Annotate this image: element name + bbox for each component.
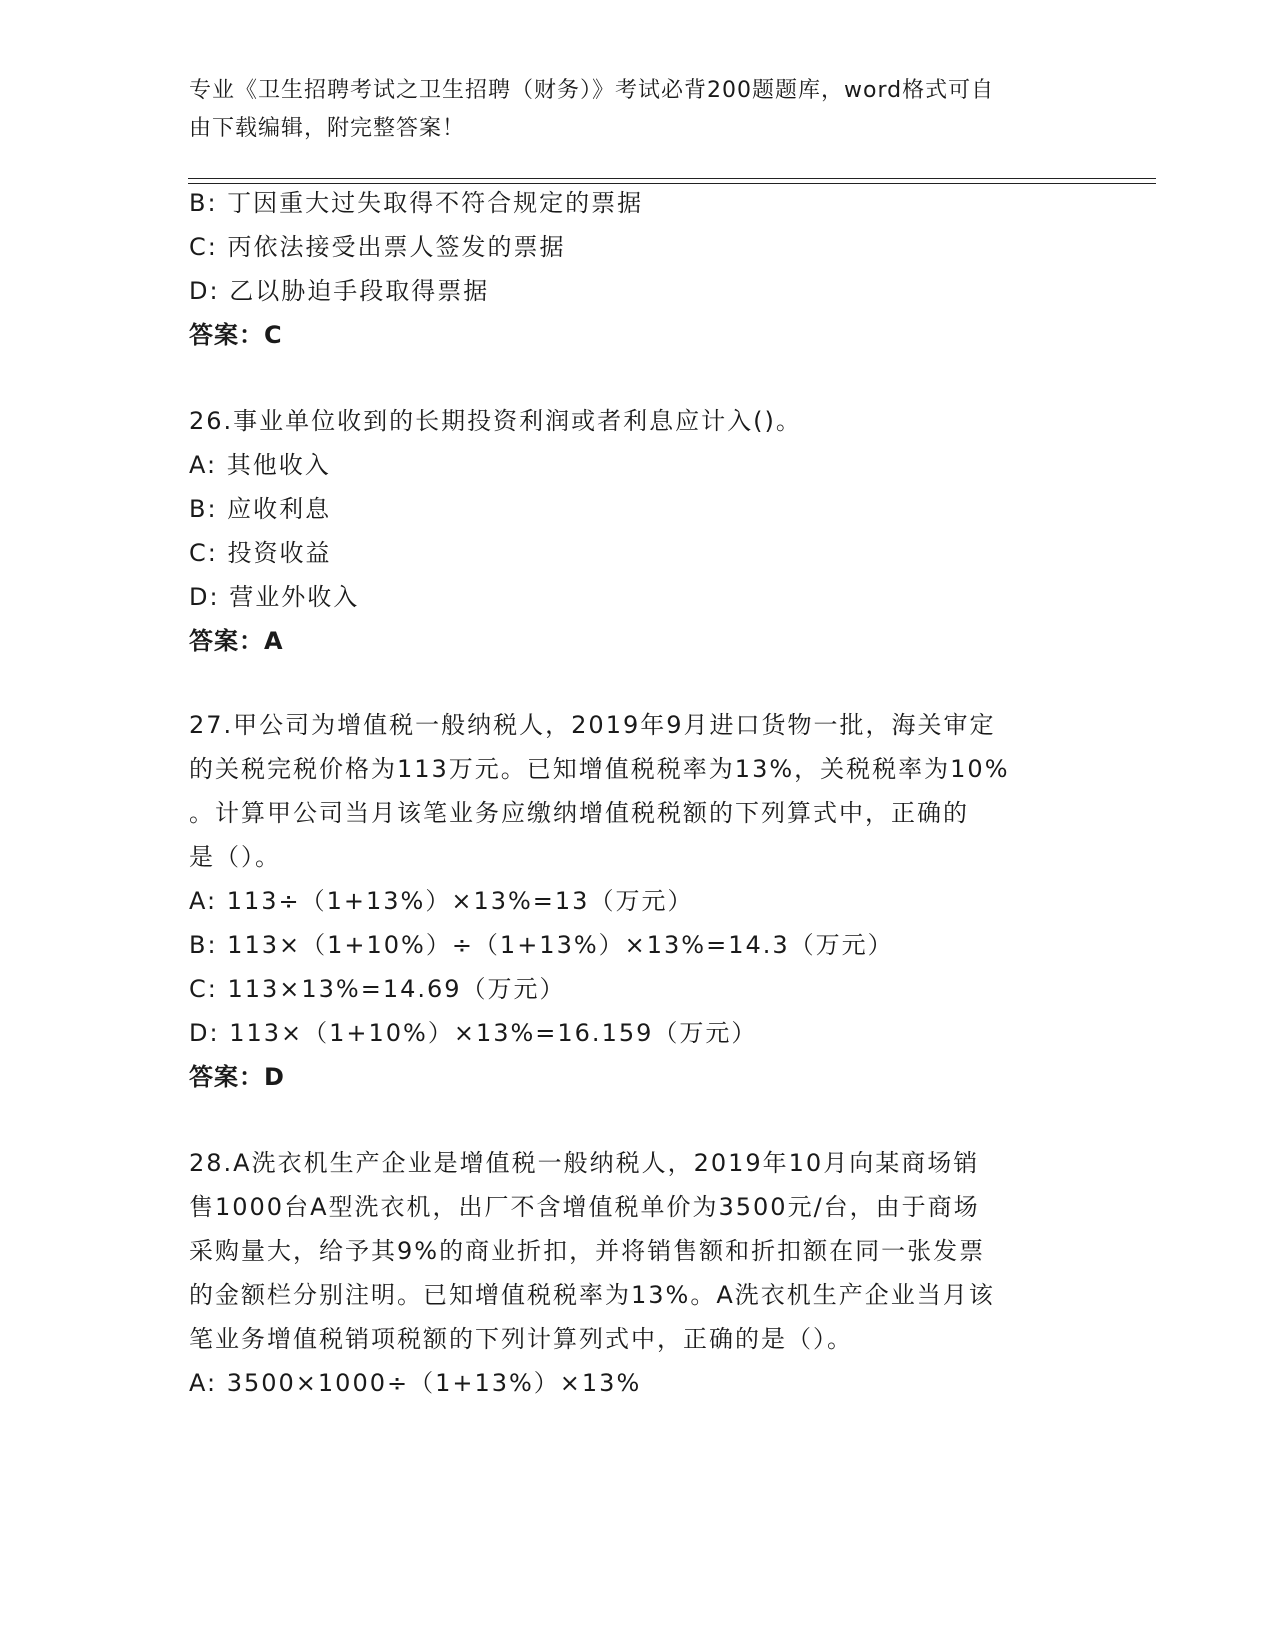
header-line-1: 专业《卫生招聘考试之卫生招聘（财务）》考试必背200题题库，word格式可自	[189, 78, 995, 103]
q27-stem-line: 是（）。	[189, 843, 281, 871]
header-rule-top	[188, 178, 1156, 179]
q28-option-a: A: 3500×1000÷（1+13%）×13%	[189, 1369, 642, 1397]
q28-stem-line: 28.A洗衣机生产企业是增值税一般纳税人，2019年10月向某商场销	[189, 1149, 980, 1177]
header-line-2: 由下载编辑，附完整答案！	[189, 116, 466, 141]
q28-stem-line: 售1000台A型洗衣机，出厂不含增值税单价为3500元/台，由于商场	[189, 1193, 980, 1221]
q25-option-b: B: 丁因重大过失取得不符合规定的票据	[189, 189, 644, 217]
q26-answer: 答案：A	[189, 627, 284, 655]
q27-option-d: D: 113×（1+10%）×13%=16.159（万元）	[189, 1019, 758, 1047]
q26-option-d: D: 营业外收入	[189, 583, 360, 611]
q27-option-b: B: 113×（1+10%）÷（1+13%）×13%=14.3（万元）	[189, 931, 894, 959]
q27-stem-line: 27.甲公司为增值税一般纳税人，2019年9月进口货物一批，海关审定	[189, 711, 996, 739]
q28-stem-line: 采购量大，给予其9%的商业折扣，并将销售额和折扣额在同一张发票	[189, 1237, 986, 1265]
header-rule-bottom	[188, 183, 1156, 184]
q27-answer: 答案：D	[189, 1063, 285, 1091]
q25-option-c: C: 丙依法接受出票人签发的票据	[189, 233, 566, 261]
q27-stem-line: 的关税完税价格为113万元。已知增值税税率为13%，关税税率为10%	[189, 755, 1010, 783]
q25-answer: 答案：C	[189, 321, 283, 349]
q27-option-c: C: 113×13%=14.69（万元）	[189, 975, 566, 1003]
q26-option-a: A: 其他收入	[189, 451, 331, 479]
q26-option-b: B: 应收利息	[189, 495, 332, 523]
q27-stem-line: 。计算甲公司当月该笔业务应缴纳增值税税额的下列算式中，正确的	[189, 799, 969, 827]
q25-option-d: D: 乙以胁迫手段取得票据	[189, 277, 490, 305]
q28-stem-line: 笔业务增值税销项税额的下列计算列式中，正确的是（）。	[189, 1325, 853, 1353]
q26-option-c: C: 投资收益	[189, 539, 332, 567]
q26-stem: 26.事业单位收到的长期投资利润或者利息应计入()。	[189, 407, 802, 435]
q28-stem-line: 的金额栏分别注明。已知增值税税率为13%。A洗衣机生产企业当月该	[189, 1281, 995, 1309]
document-header	[189, 72, 1069, 148]
q27-option-a: A: 113÷（1+13%）×13%=13（万元）	[189, 887, 694, 915]
